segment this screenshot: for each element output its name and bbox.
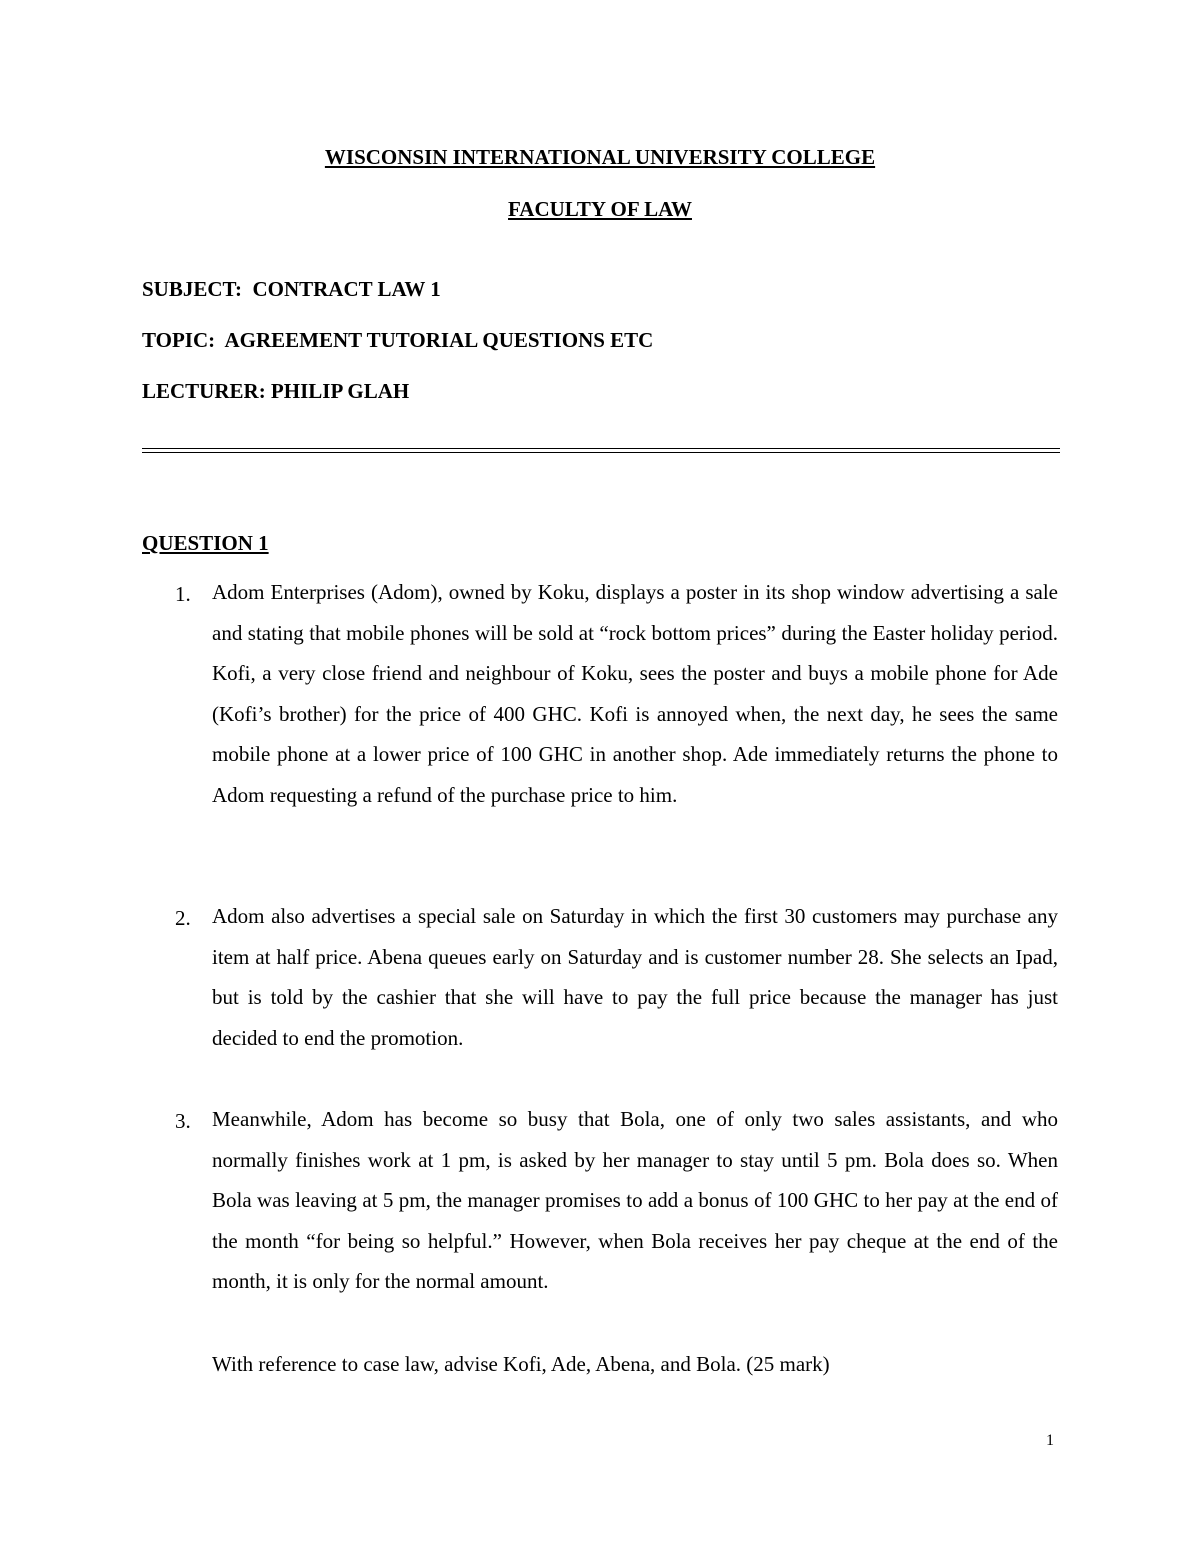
question-item-number: 3. [175, 1109, 191, 1133]
faculty-title: FACULTY OF LAW [508, 197, 692, 221]
question-item-text: Adom also advertises a special sale on Saturday in which the first 30 customers may purchase any item at half price. Abena queues early on Saturday and is customer number 28. She selects an Ipad, but is told by the cashier that she will have to pay the full price because the manager has just decided to end the promotion. [212, 904, 1058, 1050]
lecturer-line: LECTURER: PHILIP GLAH [142, 379, 410, 403]
question-heading: QUESTION 1 [142, 531, 269, 555]
divider-rule-bottom [142, 452, 1060, 453]
question-item-text: Adom Enterprises (Adom), owned by Koku, displays a poster in its shop window advertising a sale and stating that mobile phones will be sold at “rock bottom prices” during the Easter holiday period. Kofi, a very close friend and neighbour of Koku, sees the poster and buys a mobile phone for Ade (Kofi’s brother) for the price of 400 GHC. Kofi is annoyed when, the next day, he sees the same mobile phone at a lower price of 100 GHC in another shop. Ade immediately returns the phone to Adom requesting a refund of the purchase price to him. [212, 580, 1058, 807]
subject-line: SUBJECT: CONTRACT LAW 1 [142, 277, 441, 301]
question-item-text: Meanwhile, Adom has become so busy that Bola, one of only two sales assistants, and who normally finishes work at 1 pm, is asked by her manager to stay until 5 pm. Bola does so. When Bola was leaving at 5 pm, the manager promises to add a bonus of 100 GHC to her pay at the end of the month “for being so helpful.” However, when Bola receives her pay cheque at the end of the month, it is only for the normal amount. [212, 1107, 1058, 1293]
question-item-number: 2. [175, 906, 191, 930]
divider-rule-top [142, 448, 1060, 449]
institution-title: WISCONSIN INTERNATIONAL UNIVERSITY COLLEGE [324, 145, 876, 169]
topic-line: TOPIC: AGREEMENT TUTORIAL QUESTIONS ETC [142, 328, 654, 352]
question-item-number: 1. [175, 582, 191, 606]
page-number: 1 [1046, 1432, 1054, 1449]
question-instruction: With reference to case law, advise Kofi, Ade, Abena, and Bola. (25 mark) [212, 1352, 830, 1376]
